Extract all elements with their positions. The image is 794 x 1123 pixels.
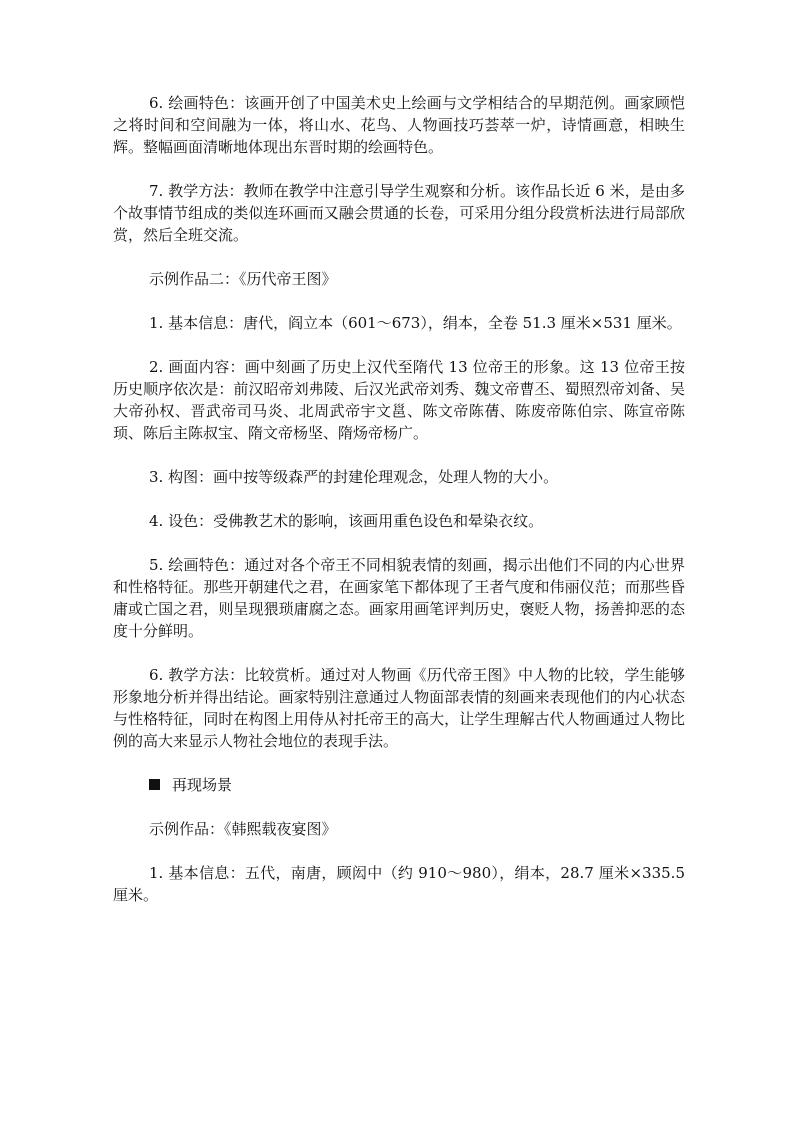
- paragraph-content: 2. 画面内容：画中刻画了历史上汉代至隋代 13 位帝王的形象。这 13 位帝王按历史顺序依次是：前汉昭帝刘弗陵、后汉光武帝刘秀、魏文帝曹丕、蜀照烈帝刘备、吴大帝孙权、晋武帝司马炎、北周武帝宇文邕、陈文帝陈蒨、陈废帝陈伯宗、陈宣帝陈顼、陈后主陈叔宝、隋文帝杨坚、隋炀帝杨广。: [113, 358, 685, 442]
- paragraph-painting-features: 6. 绘画特色：该画开创了中国美术史上绘画与文学相结合的早期范例。画家顾恺之将时间和空间融为一体，将山水、花鸟、人物画技巧荟萃一炉，诗情画意，相映生辉。整幅画面清晰地体现出东晋时期的绘画特色。: [113, 94, 685, 156]
- paragraph-teaching-method-2: 6. 教学方法：比较赏析。通过对人物画《历代帝王图》中人物的比较，学生能够形象地分析并得出结论。画家特别注意通过人物面部表情的刻画来表现他们的内心状态与性格特征，同时在构图上用侍从衬托帝王的高大，让学生理解古代人物画通过人物比例的高大来显示人物社会地位的表现手法。: [113, 666, 685, 750]
- black-square-icon: [149, 779, 160, 790]
- document-page: [113, 92, 685, 928]
- paragraph-teaching-method: 7. 教学方法：教师在教学中注意引导学生观察和分析。该作品长近 6 米，是由多个故事情节组成的类似连环画而又融会贯通的长卷，可采用分组分段赏析法进行局部欣赏，然后全班交流。: [113, 182, 685, 244]
- paragraph-painting-features-2: 5. 绘画特色：通过对各个帝王不同相貌表情的刻画，揭示出他们不同的内心世界和性格特征。那些开朝建代之君，在画家笔下都体现了王者气度和伟丽仪范；而那些昏庸或亡国之君，则呈现猥琐庸腐之态。画家用画笔评判历史，褒贬人物，扬善抑恶的态度十分鲜明。: [113, 556, 685, 640]
- example-basic-info: 1. 基本信息：五代，南唐，顾闳中（约 910～980），绢本，28.7 厘米×335.5 厘米。: [113, 864, 685, 904]
- section-heading: [113, 774, 685, 796]
- section-heading-text: 再现场景: [172, 776, 233, 794]
- paragraph-basic-info: 1. 基本信息：唐代，阎立本（601～673），绢本，全卷 51.3 厘米×531 厘米。: [149, 314, 682, 332]
- example-two-title: 示例作品二：《历代帝王图》: [149, 270, 337, 288]
- example-title: 示例作品：《韩熙载夜宴图》: [149, 820, 337, 838]
- paragraph-coloring: 4. 设色：受佛教艺术的影响，该画用重色设色和晕染衣纹。: [149, 512, 544, 530]
- paragraph-composition: 3. 构图：画中按等级森严的封建伦理观念，处理人物的大小。: [149, 468, 559, 486]
